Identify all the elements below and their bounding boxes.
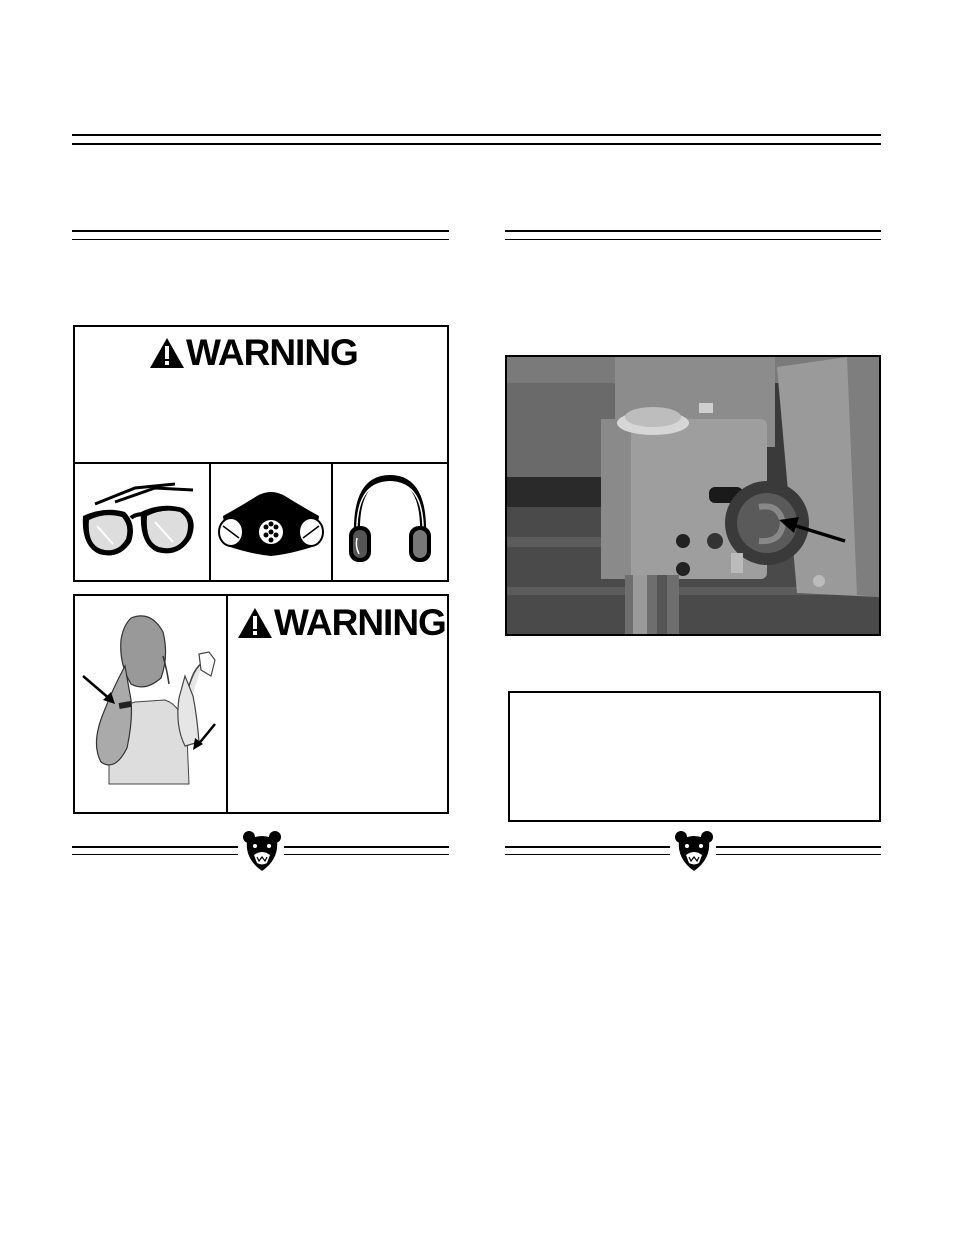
entanglement-warning-title: WARNING <box>274 602 446 643</box>
left-section-rule-top <box>72 230 449 232</box>
long-hair-figure-icon <box>75 596 226 812</box>
entanglement-warning-heading <box>236 602 446 644</box>
safety-glasses-icon <box>75 466 209 580</box>
ear-muffs-cell <box>333 466 447 580</box>
right-footer-rule-top-right <box>716 846 881 848</box>
right-footer-rule-bottom-right <box>716 854 881 855</box>
left-footer-rule-top-left <box>72 846 238 848</box>
left-bear-logo <box>241 829 283 873</box>
ppe-warning-heading <box>148 332 358 374</box>
right-footer-rule-bottom-left <box>505 854 670 855</box>
warning-triangle-icon <box>148 336 186 370</box>
header-rule-bottom <box>72 143 881 145</box>
left-footer-rule-bottom-left <box>72 854 238 855</box>
note-box <box>508 691 881 822</box>
left-footer-rule-top-right <box>284 846 449 848</box>
ppe-warning-title: WARNING <box>186 332 358 373</box>
respirator-cell <box>211 466 331 580</box>
right-section-rule-bottom <box>505 239 881 240</box>
right-section-rule-top <box>505 230 881 232</box>
respirator-icon <box>211 466 331 580</box>
bear-logo-icon <box>673 829 715 873</box>
safety-glasses-cell <box>75 466 209 580</box>
long-hair-illustration-cell <box>75 596 226 812</box>
left-footer-rule-bottom-right <box>284 854 449 855</box>
header-rule-top <box>72 134 881 136</box>
right-bear-logo <box>673 829 715 873</box>
machine-knob-photo <box>505 355 881 636</box>
left-section-rule-bottom <box>72 239 449 240</box>
ppe-box-divider <box>73 462 449 464</box>
ear-muffs-icon <box>333 466 447 580</box>
machine-knob-photo-image <box>507 357 879 634</box>
entanglement-box-divider <box>226 595 228 813</box>
right-footer-rule-top-left <box>505 846 670 848</box>
bear-logo-icon <box>241 829 283 873</box>
warning-triangle-icon <box>236 606 274 640</box>
